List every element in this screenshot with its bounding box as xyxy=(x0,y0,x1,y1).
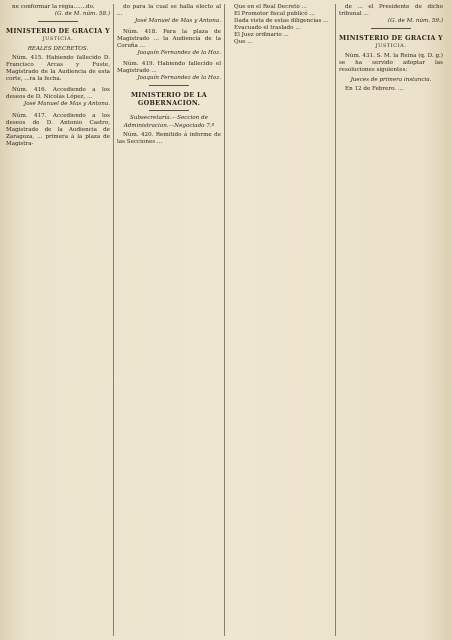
subsection-title: Jueces de primera instancia. xyxy=(350,77,432,84)
paragraph: Que en el Real Decreto ... xyxy=(234,4,307,10)
paragraph: Núm. 431. S. M. la Reina (q. D. g.) se ha servido adoptar las resoluciones siguientes: xyxy=(339,53,443,74)
paragraph: Dada vista de estas diligencias ... xyxy=(234,18,329,25)
divider xyxy=(371,28,411,29)
paragraph: do para la cual se halla electo al ... xyxy=(117,4,221,18)
paragraph: Núm. 419. Habiendo fallecido el Magistrado ... xyxy=(117,61,221,75)
source-reference: (G. de M. núm. 59.) xyxy=(387,18,443,25)
paragraph: Evacuado el traslado ... xyxy=(234,25,301,32)
paragraph: Núm. 420. Remitido á informe de las Secciones ... xyxy=(117,131,221,145)
column-rule xyxy=(224,4,225,636)
paragraph: Núm. 416. Accediendo a los deseos de D. Nicolás López, ... xyxy=(6,87,110,101)
paragraph: Núm. 418. Para la plaza de Magistrado ... la Audiencia de la Coruña ... xyxy=(117,29,221,50)
paragraph: El Juez ordinario ... xyxy=(234,32,289,39)
subsection-title: Subsecretaría.—Seccion de Administracion.—Negociado 7.º xyxy=(123,115,215,129)
paragraph: Que ... xyxy=(234,39,253,46)
signature: Joaquín Fernandez de la Hoz. xyxy=(137,50,221,57)
column-4 xyxy=(339,4,443,636)
divider xyxy=(149,110,189,111)
paragraph: En 12 de Febrero. ... xyxy=(345,86,404,93)
divider xyxy=(149,85,189,86)
section-heading: MINISTERIO DE LA GOBERNACION. xyxy=(130,91,208,108)
paragraph: Núm. 415. Habiendo fallecido D. Francisco Arcas y Fuste, Magistrado de la Audiencia de esta corte, ...ra la fecha. xyxy=(6,55,110,83)
section-subheading: JUSTICIA. xyxy=(375,43,407,50)
section-subheading: JUSTICIA. xyxy=(42,36,74,43)
column-1 xyxy=(6,4,110,636)
column-2 xyxy=(117,4,221,636)
source-reference: (G. de M. núm. 58.) xyxy=(54,11,110,18)
paragraph: El Promotor fiscal publicó ... xyxy=(234,11,315,18)
subsection-title: REALES DECRETOS. xyxy=(27,46,89,53)
column-3 xyxy=(228,4,332,636)
divider xyxy=(38,21,78,22)
column-rule xyxy=(335,4,336,636)
signature: José Manuel de Mas y Antona. xyxy=(134,18,221,25)
section-heading: MINISTERIO DE GRACIA Y xyxy=(339,34,443,43)
column-rule xyxy=(113,4,114,636)
signature: José Manuel de Mas y Antona. xyxy=(23,101,110,108)
paragraph: Núm. 417. Accediendo a los deseos de D. Antonio Castro, Magistrado de la Audiencia de Zaragoza, ... primera á la plaza de Magistra- xyxy=(6,112,110,147)
signature: Joaquín Fernandez de la Hoz. xyxy=(137,75,221,82)
paragraph: ne conformar la régia.......do. xyxy=(12,4,95,10)
paragraph: de ... el Presidente de dicho tribunal ... xyxy=(339,4,443,18)
section-heading: MINISTERIO DE GRACIA Y xyxy=(6,27,110,36)
